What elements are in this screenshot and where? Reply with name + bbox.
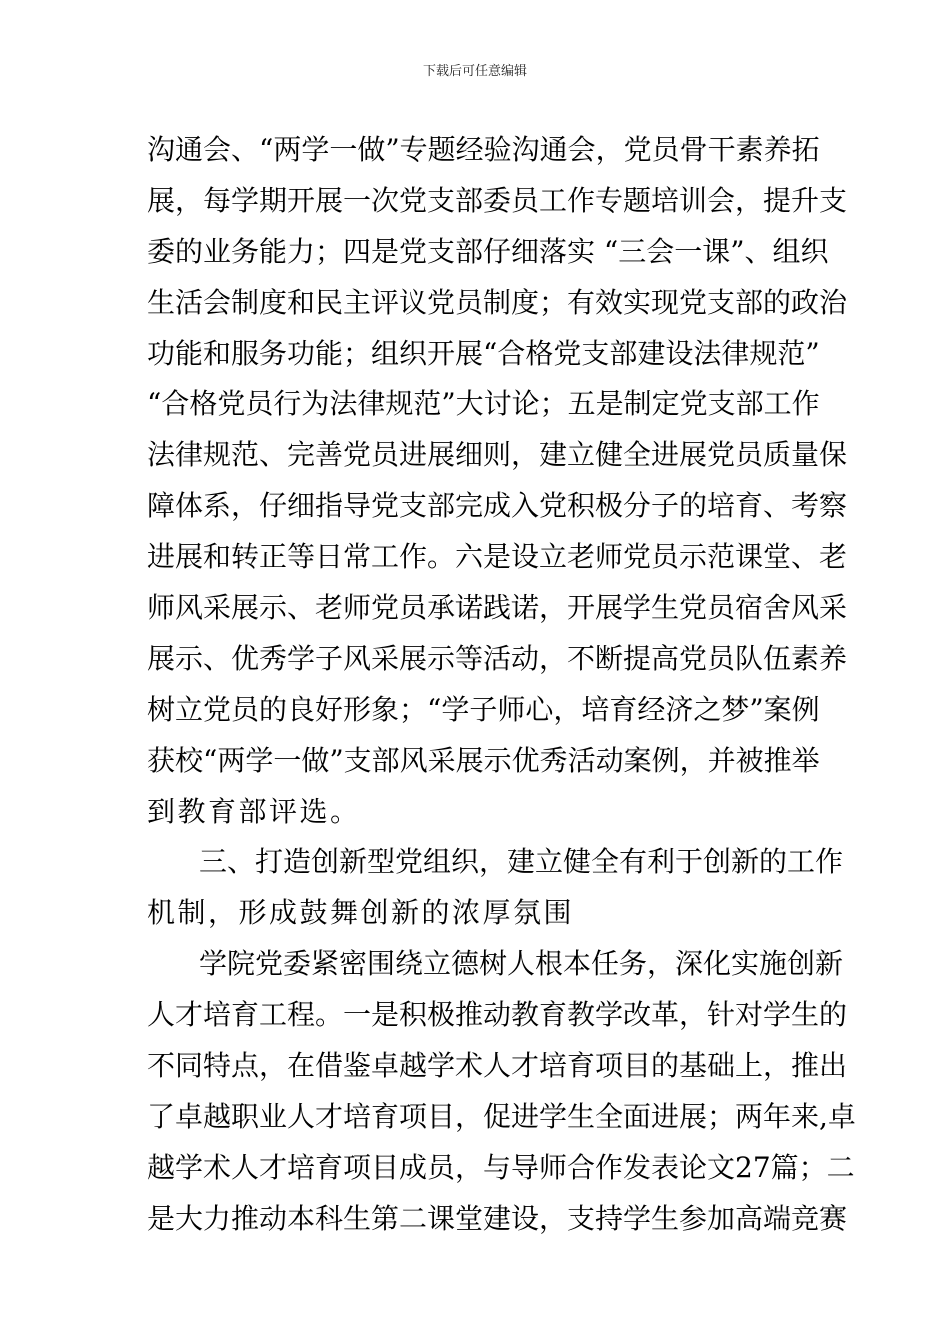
paragraph-line: 是大力推动本科生第二课堂建设，支持学生参加高端竞赛 (147, 1201, 848, 1235)
paragraph-line: 障体系，仔细指导党支部完成入党积极分子的培育、考察 (147, 489, 848, 523)
paragraph-line: 展，每学期开展一次党支部委员工作专题培训会，提升支 (147, 183, 848, 217)
paragraph-line: 沟通会、“两学一做”专题经验沟通会，党员骨干素养拓 (147, 133, 820, 166)
paragraph-line: 学院党委紧密围绕立德树人根本任务，深化实施创新 (199, 947, 844, 981)
page-header: 下载后可任意编辑 (422, 64, 527, 79)
paragraph-line: 委的业务能力；四是党支部仔细落实 “三会一课”、组织 (147, 234, 829, 268)
paragraph-line: 展示、优秀学子风采展示等活动，不断提高党员队伍素养 (147, 641, 848, 675)
paragraph-line: 越学术人才培育项目成员，与导师合作发表论文27篇；二 (147, 1150, 855, 1184)
paragraph-line: 人才培育工程。一是积极推动教育教学改革，针对学生的 (147, 998, 848, 1032)
paragraph-line: “合格党员行为法律规范”大讨论；五是制定党支部工作 (147, 387, 820, 421)
paragraph-line: 不同特点，在借鉴卓越学术人才培育项目的基础上，推出 (147, 1049, 848, 1083)
paragraph-line: 法律规范、完善党员进展细则，建立健全进展党员质量保 (147, 438, 848, 472)
section-heading-line: 三、打造创新型党组织，建立健全有利于创新的工作 (199, 845, 844, 879)
paragraph-line: 进展和转正等日常工作。六是设立老师党员示范课堂、老 (147, 540, 848, 574)
paragraph-line: 生活会制度和民主评议党员制度；有效实现党支部的政治 (147, 285, 848, 319)
paragraph-line: 树立党员的良好形象；“学子师心，培育经济之梦”案例 (147, 692, 820, 726)
paragraph-line-end: 到教育部评选。 (147, 794, 361, 828)
paragraph-line: 师风采展示、老师党员承诺践诺，开展学生党员宿舍风采 (147, 591, 848, 625)
paragraph-line: 获校“两学一做”支部风采展示优秀活动案例，并被推举 (147, 743, 820, 777)
paragraph-line: 功能和服务功能；组织开展“合格党支部建设法律规范” (147, 336, 820, 370)
paragraph-line: 了卓越职业人才培育项目，促进学生全面进展；两年来,卓 (147, 1099, 856, 1133)
section-heading-line-end: 机制，形成鼓舞创新的浓厚氛围 (147, 896, 575, 930)
body-text (147, 125, 856, 1245)
